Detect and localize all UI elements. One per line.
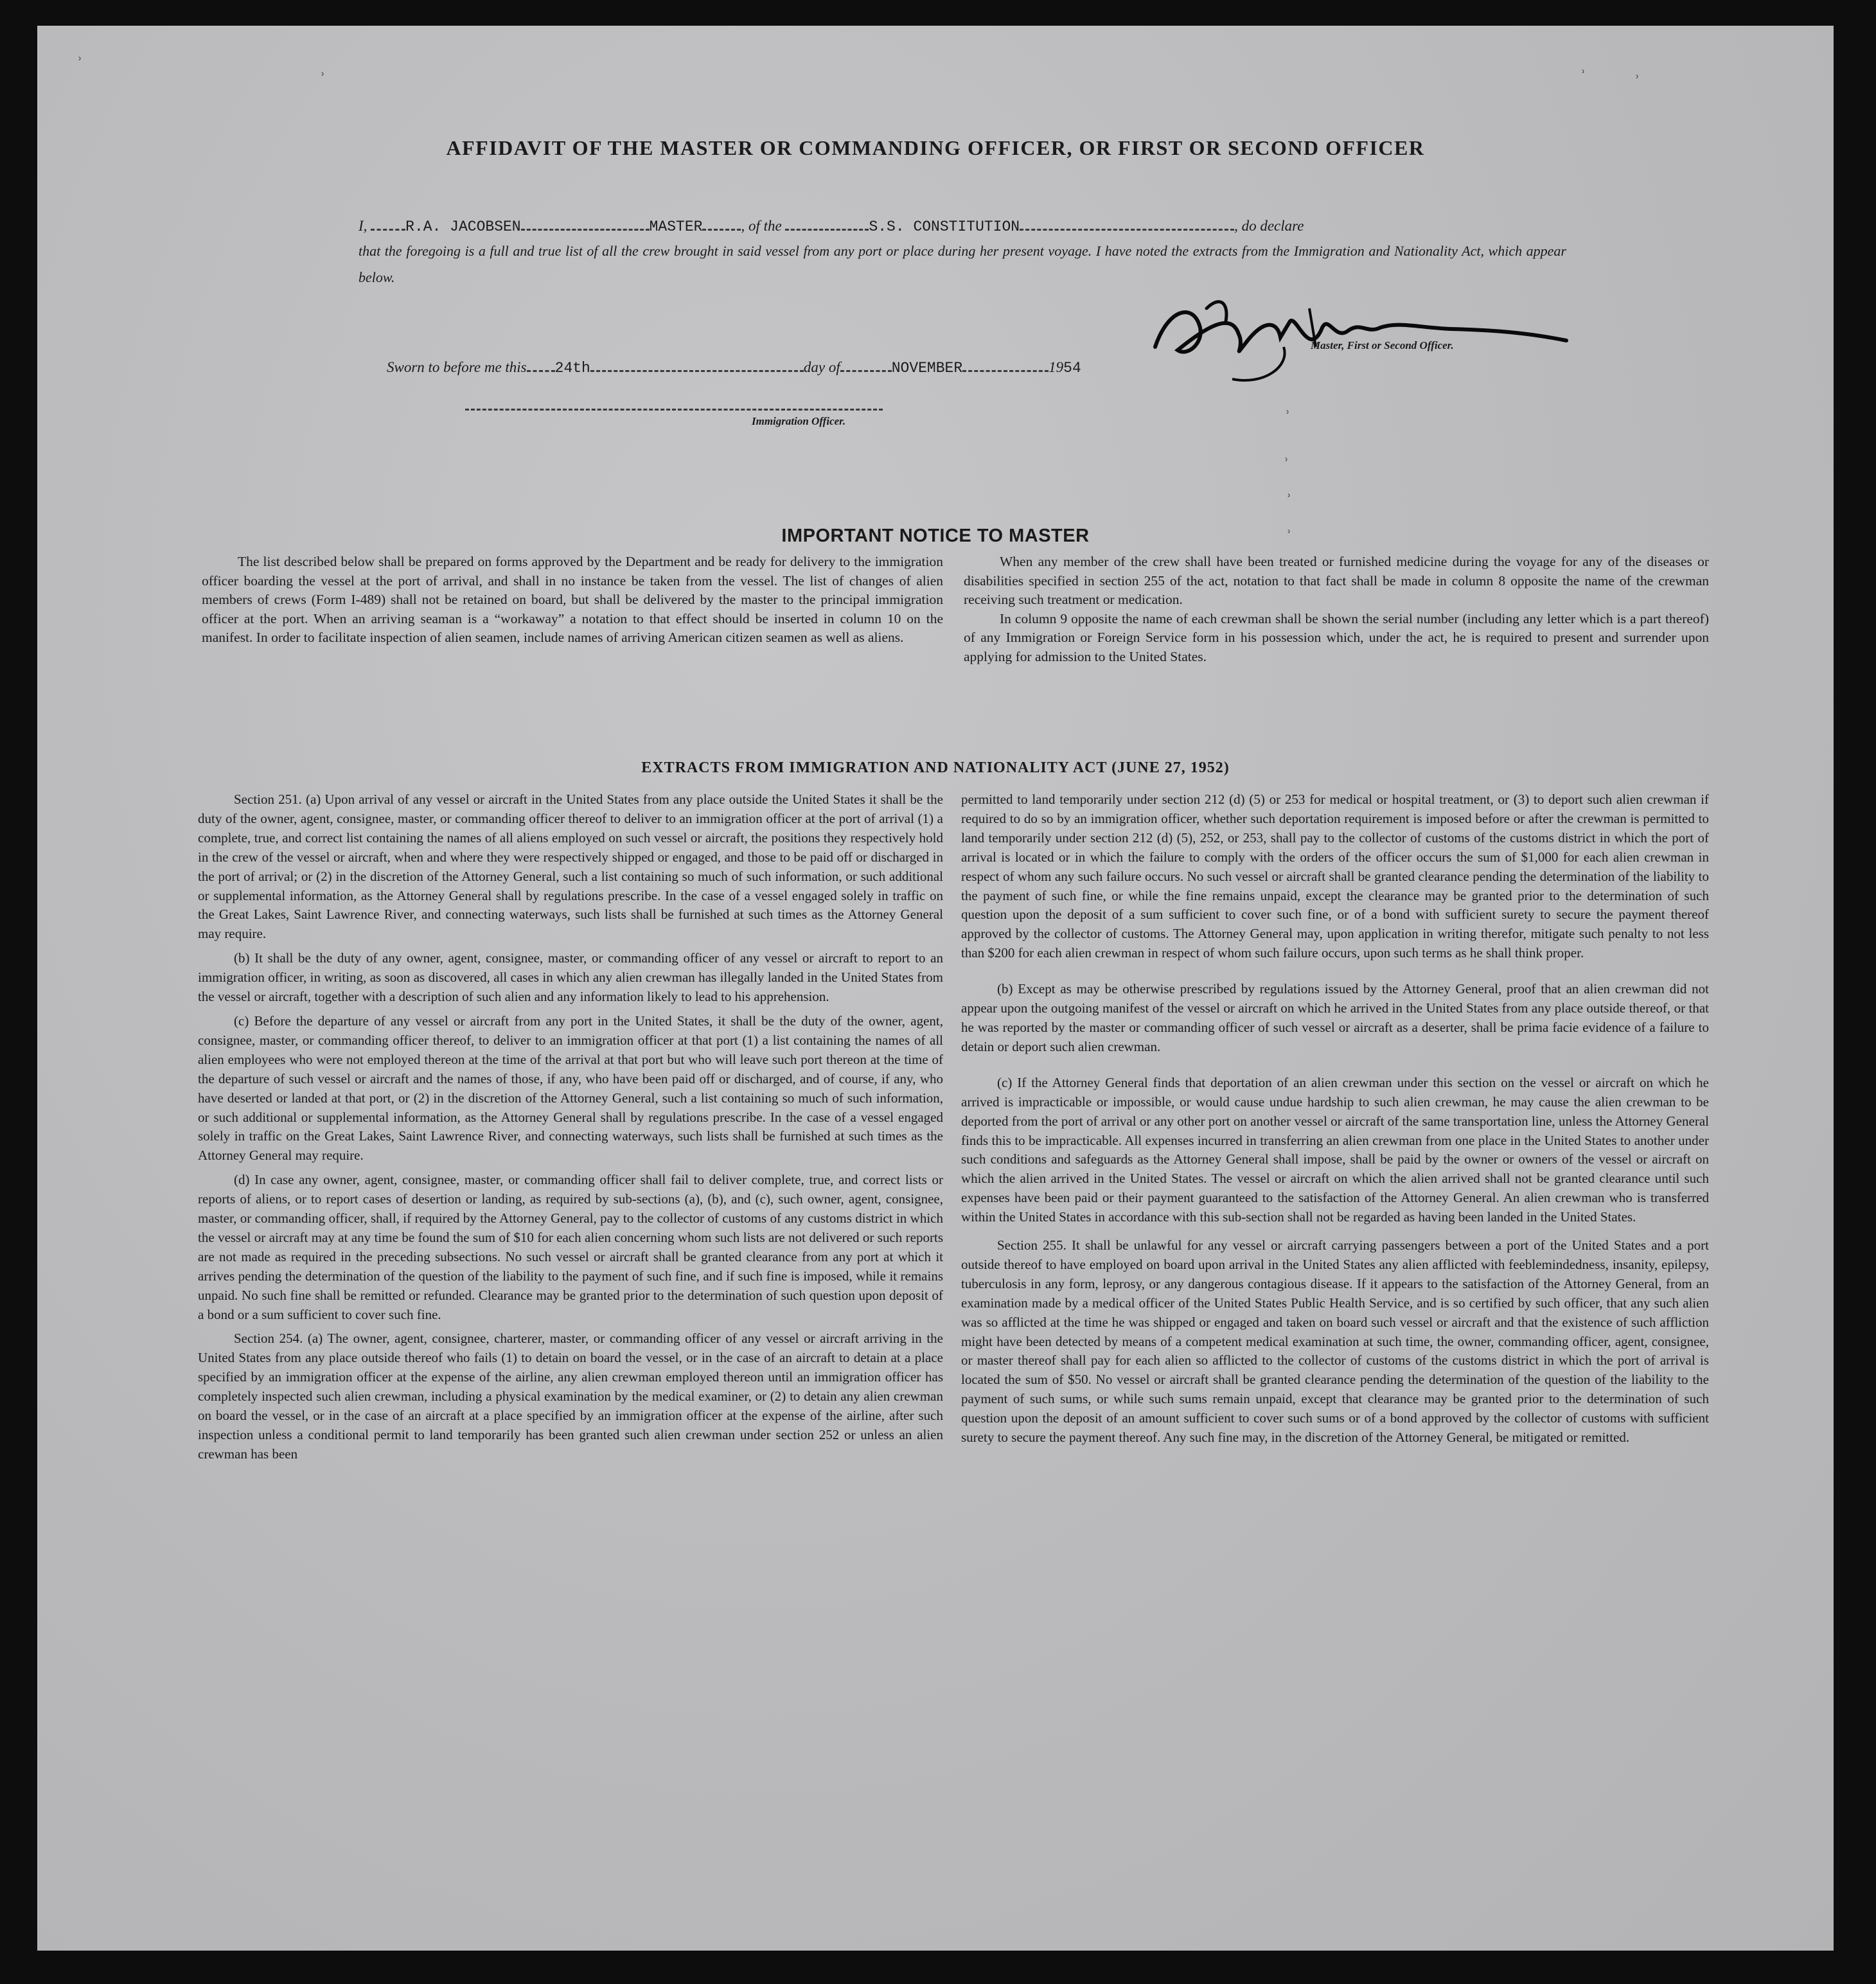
fill-line: [521, 217, 650, 231]
rank-field: MASTER: [649, 218, 703, 235]
day-of-label: day of: [803, 359, 840, 375]
section-255: Section 255. It shall be unlawful for any vessel or aircraft carrying passengers between a port of the United States and a port outside thereof to have employed on board upon arrival in the United States any alien afflicted with feeblemindedness, insanity, epilepsy, tuberculosis in any form, leprosy, or any dangerous contagious disease. If it appears to the satisfaction of the Attorney General, from an examination made by a medical officer of the United States Public Health Service, and is so certified by such officer, that any such alien was so afflicted at the time he was shipped or engaged and taken on board such vessel or aircraft and that the existence of such affliction might have been detected by means of a competent medical examination at such time, the owner, commanding officer, agent, consignee, or master thereof shall pay for each alien so afflicted to the collector of customs of the customs district in which the port of arrival is located the sum of $50. No vessel or aircraft shall be granted clearance pending the determination of the question of the liability to the payment of such sums, or while such sums remain unpaid, except that clearance may be granted prior to the determination of such question upon the deposit of an amount sufficient to cover such sums or of a bond approved by the collector of customs with sufficient surety to secure the payment thereof. Any such fine may, in the discretion of the Attorney General, be mitigated or remitted.: [961, 1237, 1709, 1446]
immigration-officer-line: [465, 409, 883, 411]
fill-line: [590, 359, 804, 372]
section-254-a: Section 254. (a) The owner, agent, consignee, charterer, master, or commanding officer of any vessel or aircraft arriving in the United States from any place outside thereof who fails (1) to detain on board the vessel, or in the case of an aircraft to detain at a place specified by an immigration officer at the expense of the airline, any alien crewman employed thereon until an immigration officer has completely inspected such alien crewman, including a physical examination by the medical examiner, or (2) to detain any alien crewman on board the vessel, or in the case of an aircraft at a place specified by an immigration officer at the expense of the airline, after such inspection unless a conditional permit to land temporarily has been granted such alien crewman under section 252 or unless an alien crewman has been: [198, 1331, 943, 1462]
fill-line: [1020, 217, 1234, 231]
section-254-a-continued: permitted to land temporarily under section 212 (d) (5) or 253 for medical or hospital treatment, or (3) to deport such alien crewman if required to do so by an immigration officer, whether such deportation requirement is imposed before or after the crewman is permitted to land temporarily under section 212 (d) (5), 252, or 253, shall pay to the collector of customs of the customs district in which the port of arrival is located or in which the failure to comply with the orders of the officer occurs the sum of $1,000 for each alien crewman in respect of whom any such failure occurs. No such vessel or aircraft shall be granted clearance pending the determination of the liability to the payment of such fine, or while the fine remains unpaid, except the clearance may be granted prior to the determination of such question upon the deposit of a sum sufficient to cover such fine, or of a bond with sufficient surety to secure the payment thereof approved by the collector of customs. The Attorney General may, upon application in writing therefor, mitigate such penalty to not less than $200 for each alien crewman in respect of whom such failure occurs, upon such terms as he shall think proper.: [961, 792, 1709, 961]
declaration-text: that the foregoing is a full and true list of all the crew brought in said vessel from any port or place during her present voyage. I have noted the extracts from the Immigration and Nationality Act, which appear below.: [358, 243, 1566, 285]
fill-line: [785, 217, 869, 231]
scan-speck: ⸒: [77, 42, 83, 61]
extracts-title: EXTRACTS FROM IMMIGRATION AND NATIONALITY ACT (JUNE 27, 1952): [641, 759, 1230, 776]
extracts-left-column: [198, 790, 943, 1469]
scan-speck: ⸒: [1286, 515, 1292, 534]
do-declare-label: , do declare: [1234, 218, 1304, 234]
year-prefix: 19: [1049, 359, 1064, 375]
scan-speck: ⸒: [320, 57, 326, 76]
section-251-c: (c) Before the departure of any vessel or aircraft from any port in the United States, it shall be the duty of the owner, agent, consignee, master, or commanding officer thereof, to deliver to an immigration officer at that port (1) a list containing the names of all alien employees who were not employed thereon at the time of the arrival at that port but who will leave such port thereon at the time of the departure of such vessel or aircraft and the names of those, if any, who have been paid off or discharged, and of course, if any, who have deserted or landed at that port, or (2) in the discretion of the Attorney General, such a list containing so much of such information, or such additional or supplemental information, as the Attorney General shall by regulations prescribe. In the case of a vessel engaged solely in traffic on the Great Lakes, Saint Lawrence River, and connecting waterways, such lists shall be furnished at such times as the Attorney General may require.: [198, 1013, 943, 1164]
notice-left-paragraph: The list described below shall be prepared on forms approved by the Department and be ready for delivery to the immigration officer boarding the vessel at the port of arrival, and shall in no instance be taken from the vessel. The list of changes of alien members of crews (Form I-489) shall not be retained on board, but shall be delivered by the master to the principal immigration officer at the port. When an arriving seaman is a “workaway” a notation to that effect should be inserted in column 10 on the manifest. In order to facilitate inspection of alien seamen, include names of arriving American citizen seamen as well as aliens.: [202, 554, 943, 646]
notice-title: IMPORTANT NOTICE TO MASTER: [781, 526, 1090, 546]
signature-caption: Master, First or Second Officer.: [1311, 339, 1454, 351]
document-page: [37, 26, 1834, 1951]
master-name-field: R.A. JACOBSEN: [405, 218, 521, 235]
fill-line: [371, 217, 405, 231]
scan-speck: ⸒: [1580, 55, 1586, 74]
fill-line: [702, 217, 741, 231]
of-the-label: , of the: [741, 218, 782, 234]
sworn-label: Sworn to before me this: [387, 359, 527, 375]
affidavit-title: AFFIDAVIT OF THE MASTER OR COMMANDING OFFICER, OR FIRST OR SECOND OFFICER: [446, 136, 1425, 159]
scan-speck: ⸒: [1634, 60, 1640, 79]
section-251-a: Section 251. (a) Upon arrival of any vessel or aircraft in the United States from any place outside the United States it shall be the duty of the owner, agent, consignee, master, or commanding officer thereof to deliver to an immigration officer at the port of arrival (1) a complete, true, and correct list containing the names of all aliens employed on such vessel or aircraft, the positions they respectively hold in the crew of the vessel or aircraft, when and where they were respectively shipped or engaged, and those to be paid off or discharged in the port of arrival; or (2) in the discretion of the Attorney General, such a list containing so much of such information, or such additional or supplemental information, as the Attorney General shall by regulations prescribe. In the case of a vessel engaged solely in traffic on the Great Lakes, Saint Lawrence River, and connecting waterways, such lists shall be furnished at such times as the Attorney General may require.: [198, 792, 943, 942]
section-251-b: (b) It shall be the duty of any owner, agent, consignee, master, or commanding officer of any vessel or aircraft to report to an immigration officer, in writing, as soon as discovered, all cases in which any alien crewman has illegally landed in the United States from the vessel or aircraft, together with a description of such alien and any information likely to lead to his apprehension.: [198, 950, 943, 1005]
scan-speck: ⸒: [1286, 479, 1292, 498]
scan-speck: ⸒: [1285, 395, 1291, 414]
fill-line: [527, 359, 555, 372]
fill-line: [962, 359, 1049, 372]
section-254-b: (b) Except as may be otherwise prescribed by regulations issued by the Attorney General, proof that an alien crewman did not appear upon the outgoing manifest of the vessel or aircraft on which he arrived in the United States from any place outside thereof, or that he was reported by the master or commanding officer of such vessel or aircraft as a deserter, shall be prima facie evidence of a failure to detain or deport such alien crewman.: [961, 981, 1709, 1054]
vessel-name-field: S.S. CONSTITUTION: [869, 218, 1020, 235]
i-label: I,: [358, 218, 367, 234]
notice-right-paragraph-2: In column 9 opposite the name of each crewman shall be shown the serial number (including any letter which is a part thereof) of any Immigration or Foreign Service form in his possession which, under the act, he is required to present and surrender upon applying for admission to the United States.: [964, 610, 1709, 664]
sworn-day-field: 24th: [554, 360, 590, 376]
fill-line: [840, 359, 892, 372]
scan-speck: ⸒: [1284, 443, 1289, 462]
sworn-month-field: NOVEMBER: [891, 360, 963, 376]
immigration-officer-label: Immigration Officer.: [752, 415, 846, 427]
section-251-d: (d) In case any owner, agent, consignee, master, or commanding officer shall fail to deliver complete, true, and correct lists or reports of aliens, or to report cases of desertion or landing, as required by sub-sections (a), (b), and (c), such owner, agent, consignee, master, or commanding officer, shall, if required by the Attorney General, pay to the collector of customs of any customs district in which the vessel or aircraft may at any time be found the sum of $10 for each alien concerning whom such lists are not delivered or such reports are not made as required in the preceding subsections. No such vessel or aircraft shall be granted clearance from any port at which it arrives pending the determination of the question of the liability to the payment of such fine, and if such fine is imposed, while it remains unpaid. No such fine shall be remitted or refunded. Clearance may be granted prior to the determination of such question upon deposit of a bond or a sum sufficient to cover such fine.: [198, 1172, 943, 1322]
year-suffix-field: 54: [1063, 360, 1081, 376]
declaration-line: [358, 217, 1566, 235]
notice-right-paragraph-1: When any member of the crew shall have been treated or furnished medicine during the voyage for any of the diseases or disabilities specified in section 255 of the act, notation to that fact shall be made in column 8 opposite the name of the crewman receiving such treatment or medication.: [964, 554, 1709, 608]
section-254-c: (c) If the Attorney General finds that deportation of an alien crewman under this section on the vessel or aircraft on which he arrived is impracticable or impossible, or would cause undue hardship to such alien crewman, he may cause the alien crewman to be deported from the port of arrival or any other port on another vessel or aircraft of the same transportation line, unless the Attorney General finds this to be impracticable. All expenses incurred in transferring an alien crewman from one place in the United States to another under such conditions and safeguards as the Attorney General shall impose, shall be paid by the owner or owners of the vessel or aircraft on which the alien arrived in the United States. The vessel or aircraft on which the alien arrived shall not be granted clearance until such expenses have been paid or their payment guaranteed to the satisfaction of the Attorney General. An alien crewman who is transferred within the United States in accordance with this sub-section shall not be regarded as having been landed in the United States.: [961, 1074, 1709, 1225]
notice-right-column: [964, 553, 1709, 667]
sworn-line: [387, 359, 1595, 376]
extracts-right-column: [961, 790, 1709, 1453]
